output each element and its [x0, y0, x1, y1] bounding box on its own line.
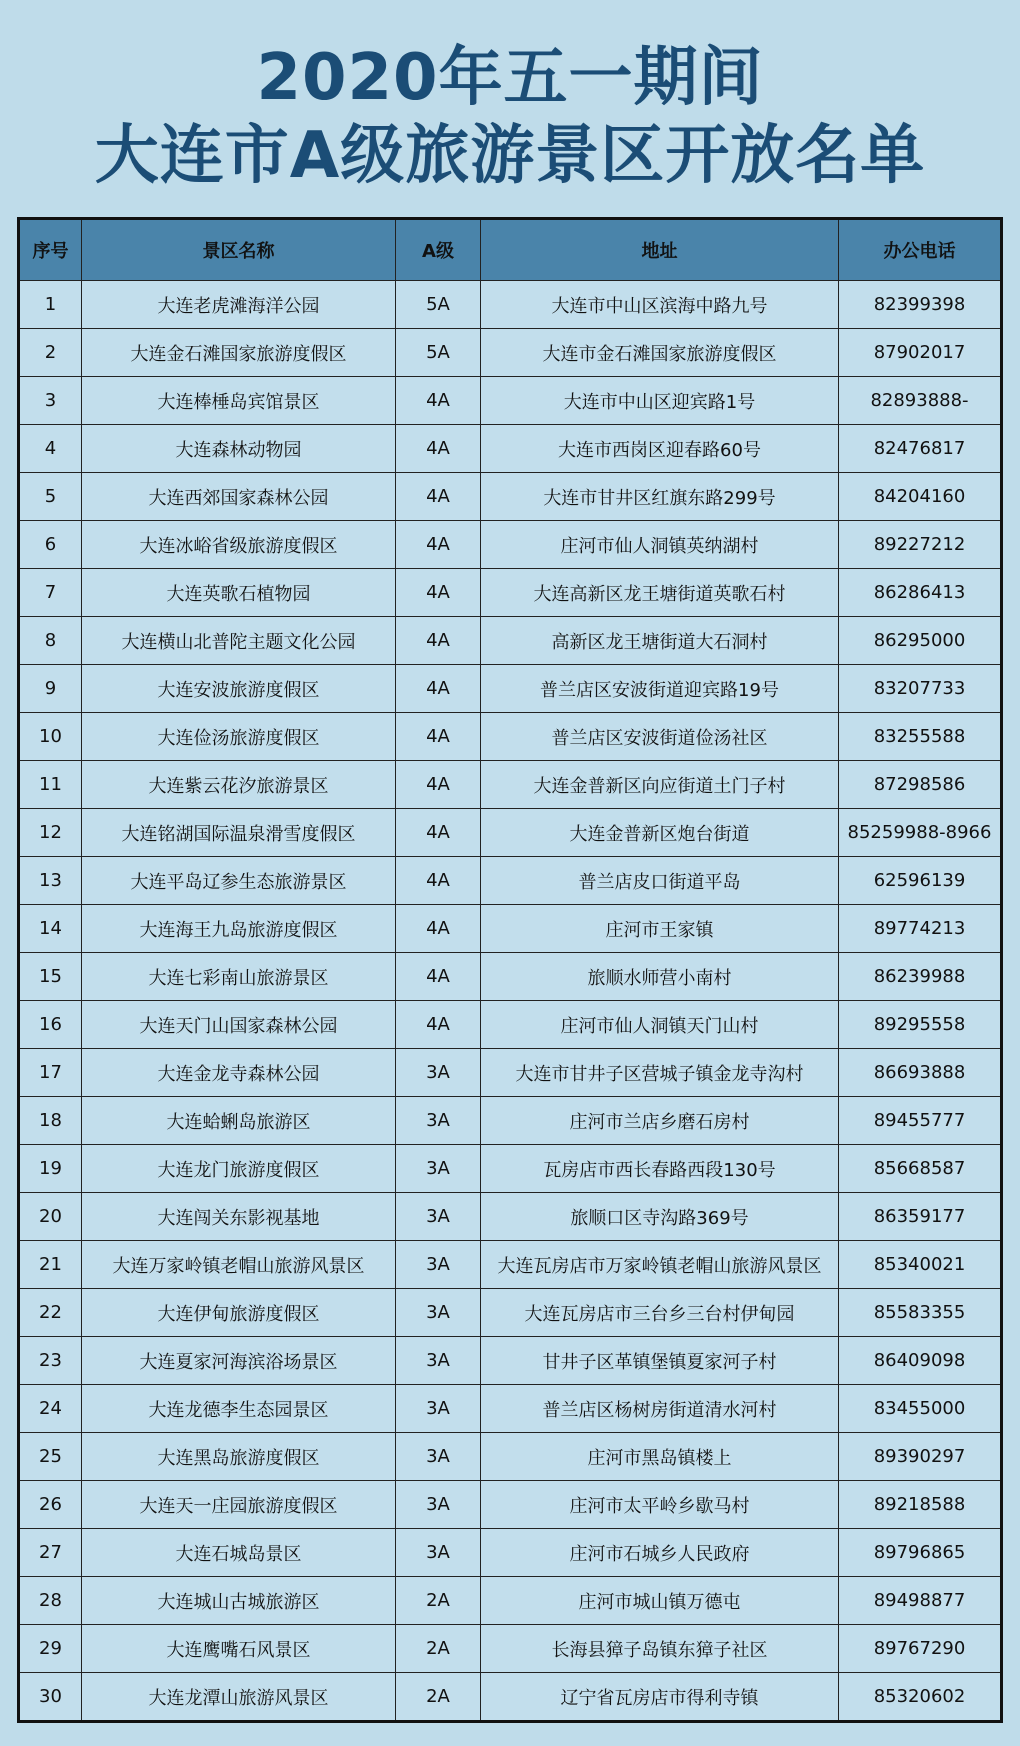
cell-name: 大连铭湖国际温泉滑雪度假区 [82, 809, 396, 857]
table-row [19, 329, 1002, 377]
cell-phone: 82476817 [839, 425, 1002, 473]
cell-level: 4A [396, 473, 481, 521]
table-row [19, 1241, 1002, 1289]
cell-index: 18 [19, 1097, 82, 1145]
cell-level: 2A [396, 1673, 481, 1722]
cell-phone: 85583355 [839, 1289, 1002, 1337]
cell-phone: 85340021 [839, 1241, 1002, 1289]
table-row [19, 1673, 1002, 1722]
cell-level: 4A [396, 953, 481, 1001]
cell-name: 大连夏家河海滨浴场景区 [82, 1337, 396, 1385]
cell-name: 大连金龙寺森林公园 [82, 1049, 396, 1097]
cell-name: 大连森林动物园 [82, 425, 396, 473]
cell-name: 大连安波旅游度假区 [82, 665, 396, 713]
cell-address: 大连市甘井区红旗东路299号 [481, 473, 839, 521]
table-row [19, 809, 1002, 857]
cell-level: 4A [396, 905, 481, 953]
cell-index: 16 [19, 1001, 82, 1049]
cell-phone: 89796865 [839, 1529, 1002, 1577]
cell-phone: 85668587 [839, 1145, 1002, 1193]
cell-level: 4A [396, 809, 481, 857]
cell-name: 大连天一庄园旅游度假区 [82, 1481, 396, 1529]
cell-index: 5 [19, 473, 82, 521]
table-row [19, 1049, 1002, 1097]
cell-address: 大连高新区龙王塘街道英歌石村 [481, 569, 839, 617]
table-row [19, 1385, 1002, 1433]
cell-name: 大连鹰嘴石风景区 [82, 1625, 396, 1673]
table-row [19, 473, 1002, 521]
cell-phone: 86693888 [839, 1049, 1002, 1097]
header-name: 景区名称 [82, 219, 396, 281]
cell-level: 3A [396, 1385, 481, 1433]
cell-name: 大连紫云花汐旅游景区 [82, 761, 396, 809]
table-row [19, 1433, 1002, 1481]
cell-phone: 87902017 [839, 329, 1002, 377]
cell-phone: 85259988-8966 [839, 809, 1002, 857]
cell-phone: 89498877 [839, 1577, 1002, 1625]
cell-address: 大连瓦房店市万家岭镇老帽山旅游风景区 [481, 1241, 839, 1289]
cell-name: 大连蛤蜊岛旅游区 [82, 1097, 396, 1145]
cell-level: 3A [396, 1193, 481, 1241]
table-header-row [19, 219, 1002, 281]
table-row [19, 425, 1002, 473]
cell-name: 大连龙潭山旅游风景区 [82, 1673, 396, 1722]
cell-address: 大连市中山区迎宾路1号 [481, 377, 839, 425]
header-index: 序号 [19, 219, 82, 281]
scenic-area-table [17, 217, 1003, 1723]
cell-phone: 89774213 [839, 905, 1002, 953]
cell-phone: 89227212 [839, 521, 1002, 569]
table-row [19, 905, 1002, 953]
cell-address: 普兰店皮口街道平岛 [481, 857, 839, 905]
table-row [19, 1529, 1002, 1577]
cell-name: 大连冰峪省级旅游度假区 [82, 521, 396, 569]
cell-index: 2 [19, 329, 82, 377]
cell-index: 23 [19, 1337, 82, 1385]
table-row [19, 1097, 1002, 1145]
cell-index: 30 [19, 1673, 82, 1722]
cell-level: 5A [396, 281, 481, 329]
cell-name: 大连七彩南山旅游景区 [82, 953, 396, 1001]
title-line-2: 大连市A级旅游景区开放名单 [94, 119, 926, 193]
cell-level: 4A [396, 617, 481, 665]
cell-level: 3A [396, 1289, 481, 1337]
cell-address: 旅顺口区寺沟路369号 [481, 1193, 839, 1241]
cell-level: 4A [396, 569, 481, 617]
cell-level: 5A [396, 329, 481, 377]
cell-level: 3A [396, 1433, 481, 1481]
cell-phone: 86239988 [839, 953, 1002, 1001]
cell-phone: 86359177 [839, 1193, 1002, 1241]
cell-phone: 86409098 [839, 1337, 1002, 1385]
cell-phone: 84204160 [839, 473, 1002, 521]
cell-address: 庄河市王家镇 [481, 905, 839, 953]
cell-level: 3A [396, 1337, 481, 1385]
cell-level: 3A [396, 1097, 481, 1145]
cell-name: 大连金石滩国家旅游度假区 [82, 329, 396, 377]
cell-level: 4A [396, 665, 481, 713]
cell-level: 4A [396, 377, 481, 425]
cell-address: 庄河市仙人洞镇天门山村 [481, 1001, 839, 1049]
cell-phone: 83207733 [839, 665, 1002, 713]
cell-name: 大连伊甸旅游度假区 [82, 1289, 396, 1337]
cell-phone: 86286413 [839, 569, 1002, 617]
cell-index: 10 [19, 713, 82, 761]
cell-level: 3A [396, 1529, 481, 1577]
cell-index: 29 [19, 1625, 82, 1673]
cell-level: 4A [396, 1001, 481, 1049]
table-row [19, 1193, 1002, 1241]
table-row [19, 1481, 1002, 1529]
cell-level: 4A [396, 425, 481, 473]
cell-address: 大连金普新区向应街道土门子村 [481, 761, 839, 809]
cell-index: 21 [19, 1241, 82, 1289]
cell-name: 大连海王九岛旅游度假区 [82, 905, 396, 953]
cell-address: 大连市西岗区迎春路60号 [481, 425, 839, 473]
table-row [19, 1337, 1002, 1385]
cell-name: 大连棒棰岛宾馆景区 [82, 377, 396, 425]
cell-address: 旅顺水师营小南村 [481, 953, 839, 1001]
cell-level: 2A [396, 1577, 481, 1625]
table-row [19, 665, 1002, 713]
table-row [19, 1145, 1002, 1193]
cell-phone: 82893888- [839, 377, 1002, 425]
table-row [19, 281, 1002, 329]
table-row [19, 953, 1002, 1001]
cell-address: 庄河市石城乡人民政府 [481, 1529, 839, 1577]
header-phone: 办公电话 [839, 219, 1002, 281]
cell-address: 庄河市仙人洞镇英纳湖村 [481, 521, 839, 569]
header-level: A级 [396, 219, 481, 281]
cell-name: 大连老虎滩海洋公园 [82, 281, 396, 329]
cell-phone: 89390297 [839, 1433, 1002, 1481]
cell-phone: 89455777 [839, 1097, 1002, 1145]
cell-index: 14 [19, 905, 82, 953]
cell-index: 4 [19, 425, 82, 473]
cell-index: 8 [19, 617, 82, 665]
cell-address: 普兰店区安波街道迎宾路19号 [481, 665, 839, 713]
cell-index: 12 [19, 809, 82, 857]
cell-index: 27 [19, 1529, 82, 1577]
cell-level: 4A [396, 713, 481, 761]
cell-address: 普兰店区杨树房街道清水河村 [481, 1385, 839, 1433]
cell-address: 大连瓦房店市三台乡三台村伊甸园 [481, 1289, 839, 1337]
table-row [19, 569, 1002, 617]
cell-index: 3 [19, 377, 82, 425]
cell-phone: 62596139 [839, 857, 1002, 905]
cell-phone: 86295000 [839, 617, 1002, 665]
cell-level: 3A [396, 1049, 481, 1097]
cell-name: 大连石城岛景区 [82, 1529, 396, 1577]
table-row [19, 1289, 1002, 1337]
cell-name: 大连横山北普陀主题文化公园 [82, 617, 396, 665]
cell-name: 大连龙德李生态园景区 [82, 1385, 396, 1433]
cell-level: 4A [396, 521, 481, 569]
cell-address: 庄河市城山镇万德屯 [481, 1577, 839, 1625]
table-row [19, 617, 1002, 665]
cell-name: 大连俭汤旅游度假区 [82, 713, 396, 761]
cell-index: 7 [19, 569, 82, 617]
cell-name: 大连闯关东影视基地 [82, 1193, 396, 1241]
cell-index: 25 [19, 1433, 82, 1481]
cell-index: 22 [19, 1289, 82, 1337]
cell-name: 大连西郊国家森林公园 [82, 473, 396, 521]
cell-address: 大连市金石滩国家旅游度假区 [481, 329, 839, 377]
cell-index: 6 [19, 521, 82, 569]
cell-index: 24 [19, 1385, 82, 1433]
cell-index: 28 [19, 1577, 82, 1625]
cell-address: 长海县獐子岛镇东獐子社区 [481, 1625, 839, 1673]
cell-phone: 85320602 [839, 1673, 1002, 1722]
cell-index: 11 [19, 761, 82, 809]
cell-level: 3A [396, 1481, 481, 1529]
cell-name: 大连龙门旅游度假区 [82, 1145, 396, 1193]
table-row [19, 377, 1002, 425]
cell-address: 庄河市太平岭乡歇马村 [481, 1481, 839, 1529]
cell-address: 大连市甘井子区营城子镇金龙寺沟村 [481, 1049, 839, 1097]
cell-address: 庄河市黑岛镇楼上 [481, 1433, 839, 1481]
cell-level: 3A [396, 1241, 481, 1289]
cell-index: 9 [19, 665, 82, 713]
title-line-1: 2020年五一期间 [256, 41, 764, 115]
table-row [19, 1001, 1002, 1049]
table-row [19, 761, 1002, 809]
cell-index: 20 [19, 1193, 82, 1241]
table-row [19, 1625, 1002, 1673]
cell-level: 4A [396, 857, 481, 905]
cell-address: 庄河市兰店乡磨石房村 [481, 1097, 839, 1145]
table-row [19, 713, 1002, 761]
header-address: 地址 [481, 219, 839, 281]
cell-name: 大连黑岛旅游度假区 [82, 1433, 396, 1481]
cell-phone: 83455000 [839, 1385, 1002, 1433]
cell-name: 大连天门山国家森林公园 [82, 1001, 396, 1049]
table-row [19, 1577, 1002, 1625]
cell-level: 3A [396, 1145, 481, 1193]
cell-phone: 89218588 [839, 1481, 1002, 1529]
cell-level: 4A [396, 761, 481, 809]
cell-address: 大连金普新区炮台街道 [481, 809, 839, 857]
cell-index: 15 [19, 953, 82, 1001]
cell-phone: 89295558 [839, 1001, 1002, 1049]
cell-level: 2A [396, 1625, 481, 1673]
cell-index: 1 [19, 281, 82, 329]
table-row [19, 857, 1002, 905]
cell-index: 13 [19, 857, 82, 905]
cell-address: 甘井子区革镇堡镇夏家河子村 [481, 1337, 839, 1385]
cell-index: 26 [19, 1481, 82, 1529]
cell-name: 大连万家岭镇老帽山旅游风景区 [82, 1241, 396, 1289]
table-row [19, 521, 1002, 569]
cell-name: 大连城山古城旅游区 [82, 1577, 396, 1625]
cell-address: 辽宁省瓦房店市得利寺镇 [481, 1673, 839, 1722]
cell-address: 瓦房店市西长春路西段130号 [481, 1145, 839, 1193]
cell-address: 普兰店区安波街道俭汤社区 [481, 713, 839, 761]
cell-address: 大连市中山区滨海中路九号 [481, 281, 839, 329]
cell-address: 高新区龙王塘街道大石洞村 [481, 617, 839, 665]
cell-index: 17 [19, 1049, 82, 1097]
cell-phone: 82399398 [839, 281, 1002, 329]
cell-name: 大连平岛辽参生态旅游景区 [82, 857, 396, 905]
cell-index: 19 [19, 1145, 82, 1193]
cell-phone: 87298586 [839, 761, 1002, 809]
cell-phone: 89767290 [839, 1625, 1002, 1673]
cell-name: 大连英歌石植物园 [82, 569, 396, 617]
cell-phone: 83255588 [839, 713, 1002, 761]
